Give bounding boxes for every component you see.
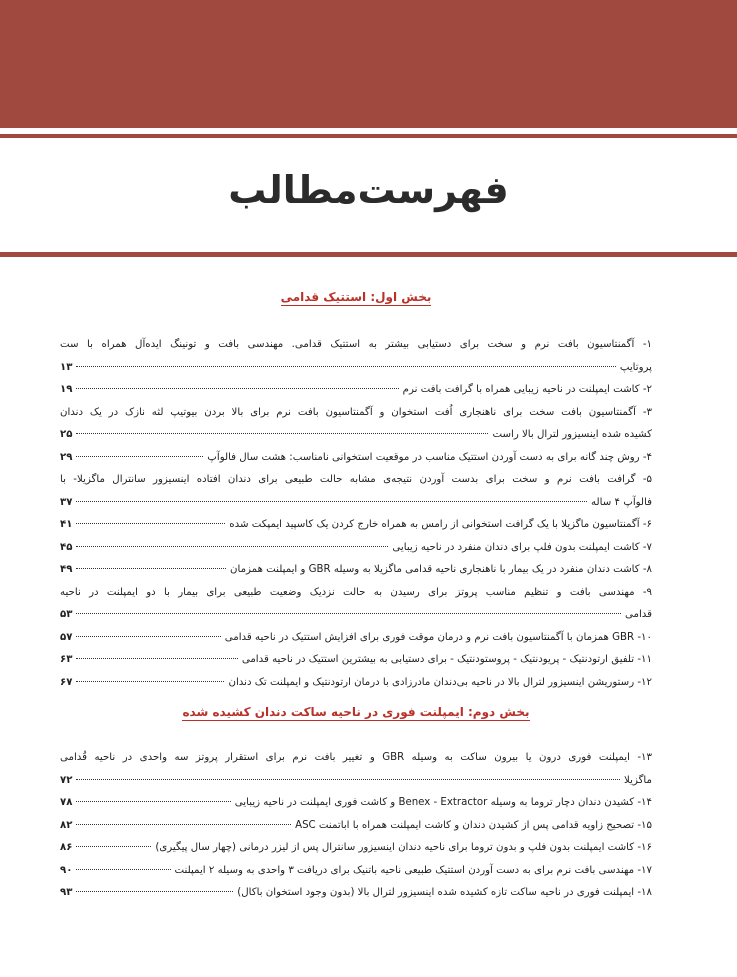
page-number: ۵۷ (60, 631, 73, 643)
dot-leader (76, 388, 398, 389)
toc-entry-text: ۱۸- ایمپلنت فوری در ناحیه ساکت تازه کشیده شده اینسیزور لترال بالا (بدون وجود استخوان باکال) (237, 887, 652, 898)
toc-entry[interactable] (60, 792, 652, 815)
toc-entry-text: ۲- کاشت ایمپلنت در ناحیه زیبایی همراه با گرافت بافت نرم (402, 384, 652, 395)
page-number: ۴۱ (60, 519, 73, 530)
toc-entry-text: کشیده شده اینسیزور لترال بالا راست (492, 429, 652, 440)
page-number: ۹۰ (60, 864, 73, 876)
dot-leader (76, 869, 170, 870)
toc-entry-text: ۶- آگمنتاسیون ماگزیلا با یک گرافت استخوانی از رامس به همراه خارج کردن یک کاسپید ایمپکت شده (229, 519, 652, 530)
toc-entry[interactable] (60, 815, 652, 838)
dot-leader (76, 456, 203, 457)
page-number: ۵۳ (60, 609, 73, 620)
toc-entry-text: ۷- کاشت ایمپلنت بدون فلپ برای دندان منفرد در ناحیه زیبایی (392, 541, 652, 553)
toc-entry-text: قدامی (625, 609, 652, 620)
toc-entry[interactable] (60, 860, 652, 883)
page-number: ۱۹ (60, 384, 73, 395)
toc-entry-text: ۱۵- تصحیح زاویه قدامی پس از کشیدن دندان و کاشت ایمپلنت همراه با اباتمنت ASC (295, 819, 652, 831)
toc-section-1 (60, 290, 652, 694)
dot-leader (76, 658, 237, 659)
dot-leader (76, 523, 225, 524)
toc-entry-text: ۵- گرافت بافت نرم و سخت برای بدست آوردن نتیجه‌ی مشابه حالت طبیعی برای دندان افتاده اینسیزور سانترال ماگزیلا- با (60, 474, 652, 485)
page-number: ۳۷ (60, 496, 73, 508)
dot-leader (76, 433, 488, 434)
page-number: ۹۳ (60, 887, 73, 898)
toc-entry-text: ۱۷- مهندسی بافت نرم برای به دست آوردن استتیک طبیعی ناحیه باتنیک برای دریافت ۳ واحدی به وسیله ۲ ایمپلنت (174, 864, 652, 876)
toc-entry[interactable] (60, 537, 652, 560)
page-number: ۷۸ (60, 797, 73, 808)
toc-entry-text: ۱۶- کاشت ایمپلنت بدون فلپ و بدون تروما برای ناحیه دندان اینسیزور سانترال پس از لیزر درمانی (چهار سال پیگیری) (155, 842, 652, 853)
section-heading: بخش اول: استتیک قدامی (280, 290, 432, 304)
toc-entries (60, 747, 652, 905)
toc-entry[interactable] (60, 514, 652, 537)
toc-entry[interactable] (60, 559, 652, 582)
toc-entry[interactable] (60, 672, 652, 695)
page-number: ۶۳ (60, 654, 73, 665)
dot-leader (76, 779, 620, 780)
dot-leader (76, 846, 151, 847)
dot-leader (76, 636, 220, 637)
page-number: ۸۲ (60, 819, 73, 831)
section-heading: بخش دوم: ایمپلنت فوری در ناحیه ساکت دندان کشیده شده (182, 705, 530, 719)
toc-entry-text: ۹- مهندسی بافت و تنظیم مناسب پروتز برای رسیدن به حالت نزدیک وضعیت طبیعی برای بیمار با دو ایمپلنت در ناحیه (60, 586, 652, 598)
toc-entry[interactable] (60, 837, 652, 860)
toc-entry[interactable] (60, 402, 652, 447)
dot-leader (76, 546, 388, 547)
page-number: ۶۷ (60, 676, 73, 688)
title-rule (0, 252, 737, 257)
toc-entry-text: ۳- آگمنتاسیون بافت سخت برای ناهنجاری اُفت استخوان و آگمنتاسیون بافت نرم برای بالا بردن بیوتیپ لثه نازک در یک دندان (60, 406, 652, 418)
toc-entry-text: ۱۴- کشیدن دندان دچار تروما به وسیله Benex - Extractor و کاشت فوری ایمپلنت در ناحیه زیبایی (234, 797, 652, 808)
toc-entry-text: فالوآپ ۴ ساله (591, 496, 652, 508)
toc-entry-text: ۱۳- ایمپلنت فوری درون یا بیرون ساکت به وسیله GBR و تغییر بافت نرم برای استقرار پروتز سه واحدی در ناحیه قُدامی (60, 752, 652, 763)
toc-entry-text: ۱- آگمنتاسیون بافت نرم و سخت برای دستیابی بیشتر به استتیک قدامی. مهندسی بافت و تونینگ ایده‌آل همراه با ست (60, 339, 652, 350)
dot-leader (76, 501, 587, 502)
dot-leader (76, 681, 224, 682)
toc-entry-text: ۱۲- رستوریشن اینسیزور لترال بالا در ناحیه بی‌دندان مادرزادی با درمان ارتودنتیک و ایمپلنت تک دندان (228, 676, 652, 688)
dot-leader (76, 891, 233, 892)
toc-entry[interactable] (60, 334, 652, 379)
toc-entry-text: ۱۱- تلفیق ارتودنتیک - پریودنتیک - پروستودنتیک - برای دستیابی به بیشترین استتیک در ناحیه قدامی (241, 654, 652, 665)
page-number: ۸۶ (60, 842, 73, 853)
header-banner (0, 0, 737, 128)
toc-entry-text: پروتایپ (619, 361, 652, 373)
toc-entry[interactable] (60, 379, 652, 402)
dot-leader (76, 568, 226, 569)
toc-entry[interactable] (60, 649, 652, 672)
page-number: ۴۹ (60, 564, 73, 575)
toc-section-2 (60, 705, 652, 905)
dot-leader (76, 801, 230, 802)
toc-entry-text: ۱۰- GBR همزمان با آگمنتاسیون بافت نرم و درمان موقت فوری برای افزایش استتیک در ناحیه قدامی (224, 631, 652, 643)
toc-entry[interactable] (60, 747, 652, 792)
toc-entry[interactable] (60, 627, 652, 650)
page-number: ۲۹ (60, 451, 73, 463)
toc-entry-text: ۴- روش چند گانه برای به دست آوردن استتیک مناسب در موقعیت استخوانی نامناسب: هشت سال فالوآپ (207, 451, 652, 463)
page-number: ۴۵ (60, 541, 73, 553)
toc-entry[interactable] (60, 882, 652, 905)
toc-entry[interactable] (60, 469, 652, 514)
toc-entry-text: ۸- کاشت دندان منفرد در یک بیمار با ناهنجاری ناحیه قدامی ماگزیلا به وسیله GBR و ایمپلنت همزمان (230, 564, 652, 575)
header-rule (0, 134, 737, 138)
dot-leader (76, 824, 291, 825)
toc-entry[interactable] (60, 447, 652, 470)
page-number: ۲۵ (60, 429, 73, 440)
dot-leader (76, 613, 621, 614)
page-title: فهرست‌مطالب (228, 168, 509, 212)
toc-entries (60, 334, 652, 694)
page-number: ۱۳ (60, 361, 73, 373)
page-number: ۷۲ (60, 774, 73, 786)
toc-entry-text: ماگزیلا (624, 774, 652, 786)
toc-entry[interactable] (60, 582, 652, 627)
dot-leader (76, 366, 615, 367)
